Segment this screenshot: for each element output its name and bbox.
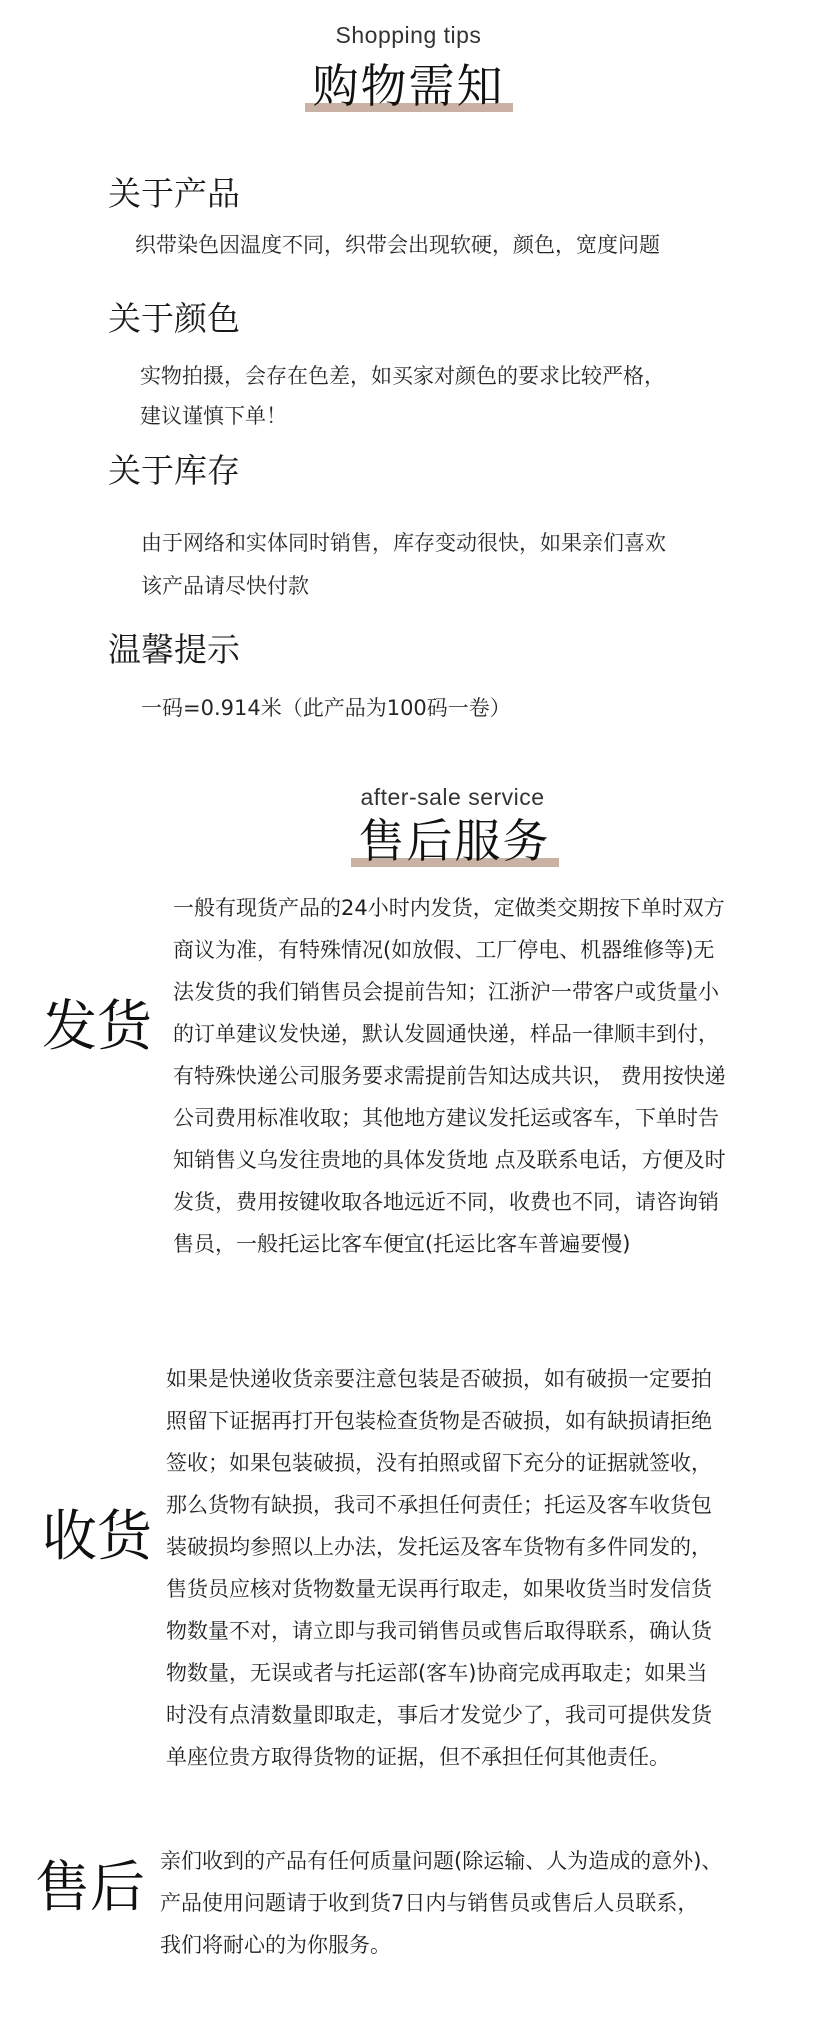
service-line: 装破损均参照以上办法，发托运及客车货物有多件同发的， xyxy=(166,1535,712,1559)
service-label-after-sale: 售后 xyxy=(35,1855,146,1919)
service-line: 亲们收到的产品有任何质量问题(除运输、人为造成的意外)、 xyxy=(160,1849,723,1873)
after-sale-title-block xyxy=(351,813,559,869)
service-line: 产品使用问题请于收到货7日内与销售员或售后人员联系， xyxy=(160,1891,699,1915)
service-line: 公司费用标准收取；其他地方建议发托运或客车，下单时告 xyxy=(173,1106,719,1130)
service-line: 如果是快递收货亲要注意包装是否破损，如有破损一定要拍 xyxy=(166,1367,712,1391)
section-heading-reminder: 温馨提示 xyxy=(108,630,240,669)
section-heading-stock: 关于库存 xyxy=(108,451,240,490)
section-text-stock-line-1: 由于网络和实体同时销售，库存变动很快，如果亲们喜欢 xyxy=(141,531,666,555)
after-sale-title: 售后服务 xyxy=(358,814,551,868)
service-line: 售员，一般托运比客车便宜(托运比客车普遍要慢) xyxy=(173,1232,631,1256)
section-text-color-line-2: 建议谨慎下单！ xyxy=(140,404,287,428)
shopping-tips-title-wrap xyxy=(0,58,817,114)
service-line: 那么货物有缺损，我司不承担任何责任；托运及客车收货包 xyxy=(166,1493,712,1517)
service-line: 照留下证据再打开包装检查货物是否破损，如有缺损请拒绝 xyxy=(166,1409,712,1433)
service-line: 物数量不对，请立即与我司销售员或售后取得联系，确认货 xyxy=(166,1619,712,1643)
section-text-product-line-1: 织带染色因温度不同，织带会出现软硬，颜色，宽度问题 xyxy=(135,233,660,257)
service-line: 的订单建议发快递，默认发圆通快递，样品一律顺丰到付， xyxy=(173,1022,719,1046)
service-line: 一般有现货产品的24小时内发货，定做类交期按下单时双方 xyxy=(173,896,725,920)
service-body-shipping xyxy=(173,887,726,1265)
section-text-reminder-line-1: 一码=0.914米（此产品为100码一卷） xyxy=(141,696,511,720)
service-line: 售货员应核对货物数量无误再行取走，如果收货当时发信货 xyxy=(166,1577,712,1601)
service-body-receiving xyxy=(166,1358,712,1778)
service-line: 签收；如果包装破损，没有拍照或留下充分的证据就签收， xyxy=(166,1451,712,1475)
service-line: 物数量，无误或者与托运部(客车)协商完成再取走；如果当 xyxy=(166,1661,708,1685)
service-line: 发货，费用按键收取各地远近不同，收费也不同，请咨询销 xyxy=(173,1190,719,1214)
service-line: 单座位贵方取得货物的证据，但不承担任何其他责任。 xyxy=(166,1745,670,1769)
service-line: 时没有点清数量即取走，事后才发觉少了，我司可提供发货 xyxy=(166,1703,712,1727)
after-sale-title-wrap xyxy=(46,813,817,869)
section-text-stock-line-2: 该产品请尽快付款 xyxy=(141,574,309,598)
after-sale-subtitle: after-sale service xyxy=(360,784,545,810)
shopping-tips-subtitle: Shopping tips xyxy=(335,22,482,48)
shopping-tips-title: 购物需知 xyxy=(312,59,505,113)
section-heading-color: 关于颜色 xyxy=(108,299,240,338)
service-line: 有特殊快递公司服务要求需提前告知达成共识， 费用按快递 xyxy=(173,1064,726,1088)
section-heading-product: 关于产品 xyxy=(108,174,240,213)
service-line: 法发货的我们销售员会提前告知；江浙沪一带客户或货量小 xyxy=(173,980,719,1004)
service-label-shipping: 发货 xyxy=(42,994,153,1058)
service-line: 知销售义乌发往贵地的具体发货地 点及联系电话，方便及时 xyxy=(173,1148,726,1172)
section-text-color-line-1: 实物拍摄，会存在色差，如买家对颜色的要求比较严格， xyxy=(140,364,665,388)
service-label-receiving: 收货 xyxy=(42,1504,153,1568)
service-line: 商议为准，有特殊情况(如放假、工厂停电、机器维修等)无 xyxy=(173,938,715,962)
service-body-after-sale xyxy=(160,1840,722,1966)
service-line: 我们将耐心的为你服务。 xyxy=(160,1933,391,1957)
shopping-tips-title-block xyxy=(305,58,513,114)
